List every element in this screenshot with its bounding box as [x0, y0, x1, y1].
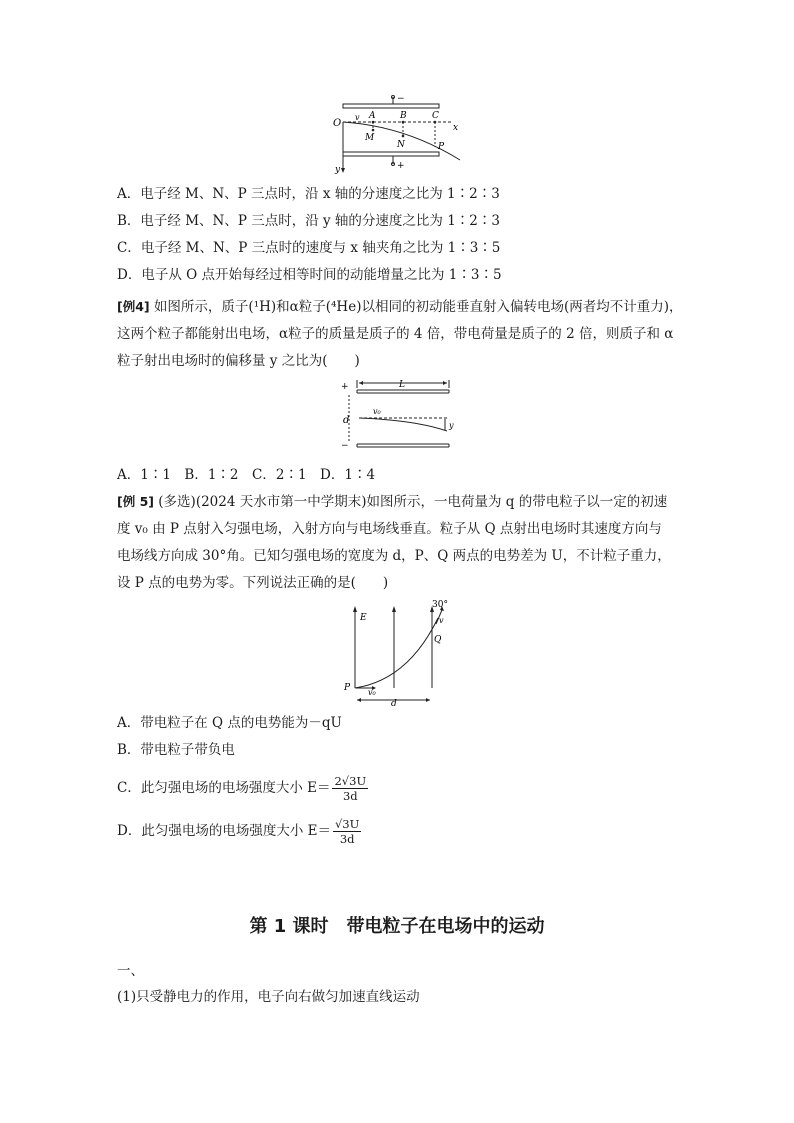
question-option-a: A．电子经 M、N、P 三点时，沿 x 轴的分速度之比为 1∶2∶3: [117, 186, 500, 202]
point-P-label: P: [344, 683, 351, 693]
point-A-label: A: [369, 111, 376, 121]
point-M-label: M: [365, 133, 375, 143]
section-heading: 一、: [117, 963, 144, 979]
option-c-numerator: 2√3U: [334, 774, 367, 788]
plate-plus-label: +: [341, 382, 349, 392]
field-E-label: E: [360, 613, 367, 623]
example4-options: A．1∶1 B．1∶2 C．2∶1 D．1∶4: [117, 467, 376, 483]
question-option-c: C．电子经 M、N、P 三点时的速度与 x 轴夹角之比为 1∶3∶5: [117, 240, 501, 256]
example5-line1: [117, 493, 667, 511]
option-d-formula: [333, 817, 361, 846]
example5-option-b: B．带电粒子带负电: [117, 742, 235, 758]
example5-line2: 度 v₀ 由 P 点射入匀强电场，入射方向与电场线垂直。粒子从 Q 点射出电场时其速度方向与: [117, 521, 662, 537]
example5-text1: (多选)(2024 天水市第一中学期末)如图所示，一电荷量为 q 的带电粒子以一定的初速: [158, 494, 668, 510]
width-d-label: d: [391, 699, 397, 709]
option-c-denominator: 3d: [342, 789, 358, 803]
option-c-text: C．此匀强电场的电场强度大小 E＝: [117, 780, 331, 796]
point-B-label: B: [400, 111, 407, 121]
axis-y-label: y: [335, 165, 341, 174]
plate-minus-label: −: [397, 94, 405, 104]
plate-plus-label: +: [397, 161, 405, 171]
section-line1: (1)只受静电力的作用，电子向右做匀加速直线运动: [117, 989, 420, 1005]
velocity-v0-label: v₀: [373, 407, 381, 416]
figure-electron-deflection: [325, 92, 475, 174]
point-P-label: P: [438, 142, 445, 152]
offset-y-label: y: [449, 421, 454, 430]
example5-option-d: [117, 815, 361, 847]
example5-option-a: A．带电粒子在 Q 点的电势能为－qU: [117, 715, 342, 731]
option-d-denominator: 3d: [339, 832, 355, 846]
option-c-formula: [332, 774, 368, 803]
figure-electron-deflection-svg: [325, 92, 475, 174]
example5-tag: [例 5]: [117, 494, 154, 509]
point-O-label: O: [333, 118, 342, 129]
velocity-v-label: v: [439, 616, 444, 625]
example4-line3: 粒子射出电场时的偏移量 y 之比为( ): [117, 353, 360, 369]
point-N-label: N: [397, 140, 405, 150]
point-C-label: C: [432, 111, 439, 121]
angle-30-label: 30°: [432, 600, 448, 610]
question-option-d: D．电子从 O 点开始每经过相等时间的动能增量之比为 1∶3∶5: [117, 267, 502, 283]
figure-deflection-field-svg: [335, 378, 455, 456]
figure-uniform-field-svg: [338, 598, 458, 710]
figure-deflection-field: [335, 378, 455, 456]
example4-line1: [117, 298, 683, 316]
figure-uniform-field: [338, 598, 458, 710]
example5-option-c: [117, 772, 368, 804]
axis-x-label: x: [453, 123, 459, 133]
velocity-v0-label: v₀: [368, 688, 376, 697]
velocity-v-label: v: [355, 113, 360, 122]
example4-tag: [例4]: [117, 299, 150, 314]
question-option-b: B．电子经 M、N、P 三点时，沿 y 轴的分速度之比为 1∶2∶3: [117, 213, 500, 229]
example4-line2: 这两个粒子都能射出电场，α粒子的质量是质子的 4 倍，带电荷量是质子的 2 倍，则质子和 α: [117, 326, 674, 342]
section-title: 第 1 课时 带电粒子在电场中的运动: [249, 916, 545, 937]
distance-d-label: d: [343, 415, 350, 426]
example4-text1: 如图所示，质子(¹H)和α粒子(⁴He)以相同的初动能垂直射入偏转电场(两者均不计重力)，: [153, 299, 683, 315]
example5-line4: 设 P 点的电势为零。下列说法正确的是( ): [117, 575, 389, 591]
length-L-label: L: [399, 380, 405, 390]
plate-minus-label: −: [341, 441, 349, 451]
option-d-numerator: √3U: [334, 817, 360, 831]
option-d-text: D．此匀强电场的电场强度大小 E＝: [117, 823, 331, 839]
example5-line3: 电场线方向成 30°角。已知匀强电场的宽度为 d，P、Q 两点的电势差为 U，不计粒子重力，: [117, 548, 671, 564]
point-Q-label: Q: [434, 635, 442, 645]
